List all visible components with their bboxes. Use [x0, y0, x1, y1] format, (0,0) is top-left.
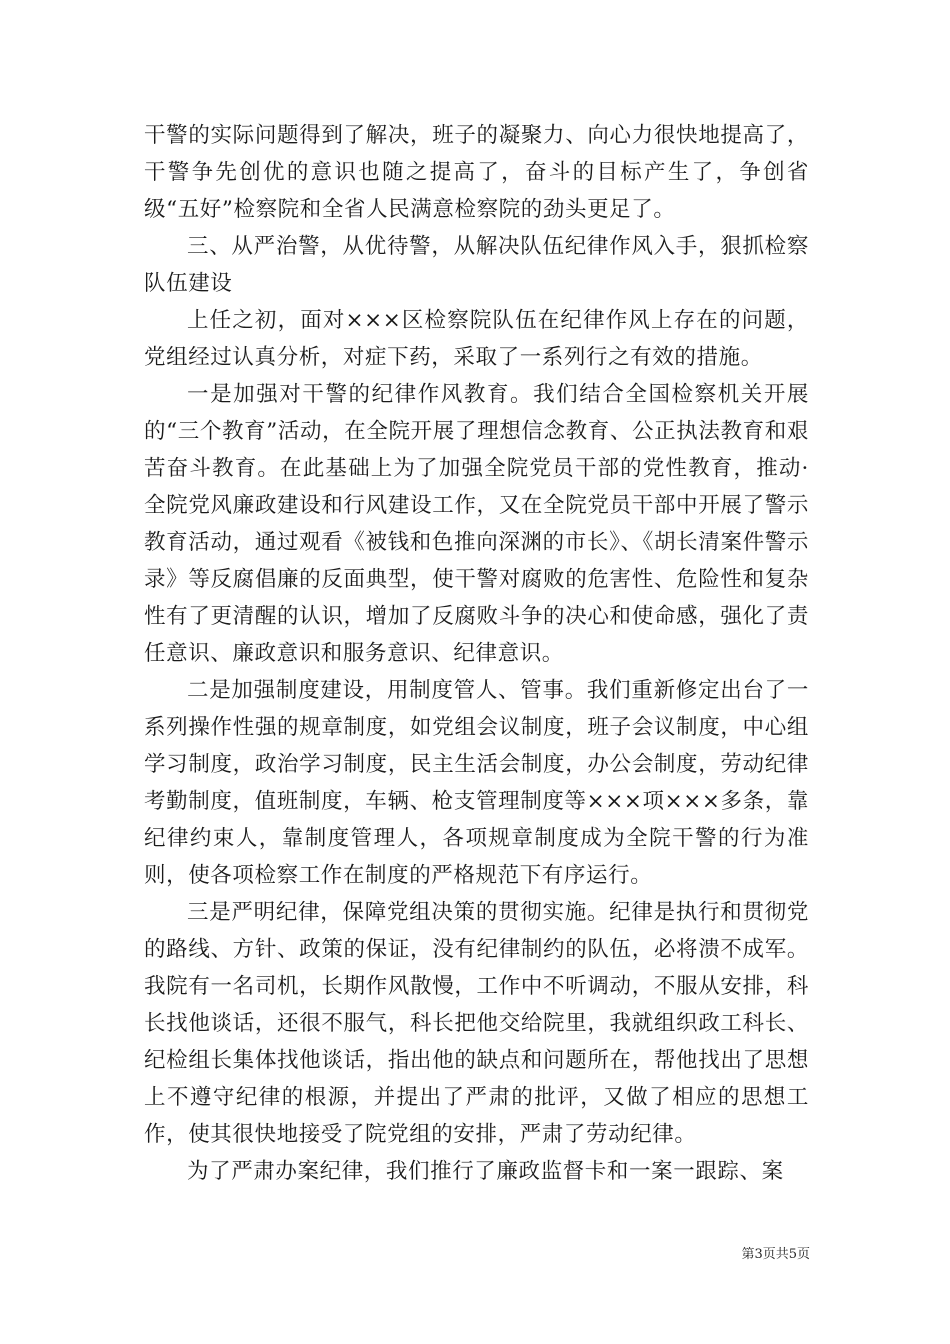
paragraph-6: 三是严明纪律，保障党组决策的贯彻实施。纪律是执行和贯彻党的路线、方针、政策的保证，没有纪律制约的队伍，必将溃不成军。我院有一名司机，长期作风散慢，工作中不听调动，不服从安排，科长找他谈话，还很不服气，科长把他交给院里，我就组织政工科长、纪检组长集体找他谈话，指出他的缺点和问题所在，帮他找出了思想上不遵守纪律的根源，并提出了严肃的批评，又做了相应的思想工作，使其很快地接受了院党组的安排，严肃了劳动纪律。 — [144, 900, 809, 1147]
paragraph-3: 上任之初，面对×××区检察院队伍在纪律作风上存在的问题，党组经过认真分析，对症下药，采取了一系列行之有效的措施。 — [144, 308, 809, 370]
paragraph-1: 干警的实际问题得到了解决，班子的凝聚力、向心力很快地提高了，干警争先创优的意识也随之提高了，奋斗的目标产生了，争创省级“五好”检察院和全省人民满意检察院的劲头更足了。 — [144, 123, 809, 222]
paragraph-5: 二是加强制度建设，用制度管人、管事。我们重新修定出台了一系列操作性强的规章制度，如党组会议制度，班子会议制度，中心组学习制度，政治学习制度，民主生活会制度，办公会制度，劳动纪律考勤制度，值班制度，车辆、枪支管理制度等×××项×××多条，靠纪律约束人，靠制度管理人，各项规章制度成为全院干警的行为准则，使各项检察工作在制度的严格规范下有序运行。 — [144, 678, 809, 888]
section-heading-3: 三、从严治警，从优待警，从解决队伍纪律作风入手，狠抓检察队伍建设 — [144, 234, 809, 296]
paragraph-4: 一是加强对干警的纪律作风教育。我们结合全国检察机关开展的“三个教育”活动，在全院开展了理想信念教育、公正执法教育和艰苦奋斗教育。在此基础上为了加强全院党员干部的党性教育，推动·全院党风廉政建设和行风建设工作，又在全院党员干部中开展了警示教育活动，通过观看《被钱和色推向深渊的市长》、《胡长清案件警示录》等反腐倡廉的反面典型，使干警对腐败的危害性、危险性和复杂性有了更清醒的认识，增加了反腐败斗争的决心和使命感，强化了责任意识、廉政意识和服务意识、纪律意识。 — [144, 382, 809, 666]
paragraph-7: 为了严肃办案纪律，我们推行了廉政监督卡和一案一跟踪、案 — [187, 1159, 784, 1184]
document-body — [144, 117, 809, 1190]
page-number-footer: 第3页共5页 — [741, 1247, 810, 1262]
